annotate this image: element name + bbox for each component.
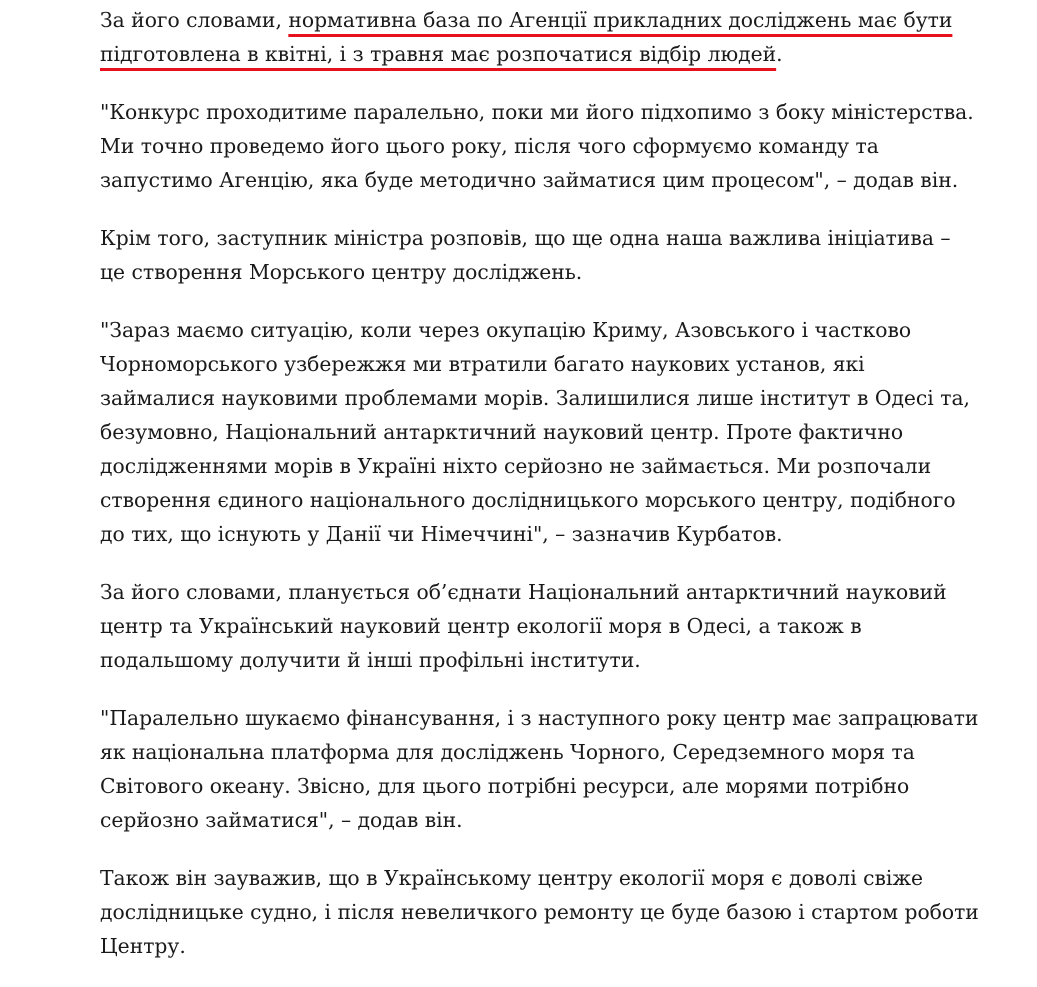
paragraph-quote-funding: "Паралельно шукаємо фінансування, і з наступного року центр має запрацювати як національна платформа для досліджень Чорного, Середземного моря та Світового океану. Звісно, для цього потрібні ресурси, але морями потрібно серйозно займатися", – додав він. (100, 706, 979, 832)
paragraph-quote-occupation: "Зараз маємо ситуацію, коли через окупацію Криму, Азовського і частково Чорноморського узбережжя ми втратили багато наукових установ, які займалися науковими проблемами морів. Залишилися лише інститут в Одесі та, безумовно, Національний антарктичний науковий центр. Проте фактично дослідженнями морів в Україні ніхто серйозно не займається. Ми розпочали створення єдиного національного дослідницького морського центру, подібного до тих, що існують у Данії чи Німеччині", – зазначив Курбатов. (100, 318, 970, 546)
paragraph-tail: . (776, 42, 783, 66)
paragraph-agency-timeline (100, 3, 980, 71)
paragraph-merger-plan: За його словами, планується об’єднати Національний антарктичний науковий центр та Український науковий центр екології моря в Одесі, а також в подальшому долучити й інші профільні інститути. (100, 580, 947, 672)
article-body (100, 0, 980, 987)
highlighted-text: нормативна база по Агенції прикладних досліджень має бути підготовлена в квітні, і з травня має розпочатися відбір людей (100, 8, 953, 66)
paragraph-lead: За його словами, (100, 8, 289, 32)
paragraph-quote-competition: "Конкурс проходитиме паралельно, поки ми його підхопимо з боку міністерства. Ми точно проведемо його цього року, після чого сформуємо команду та запустимо Агенцію, яка буде методично займатися цим процесом", – додав він. (100, 100, 974, 192)
paragraph-research-vessel: Також він зауважив, що в Українському центру екології моря є доволі свіже дослідницьке судно, і після невеличкого ремонту це буде базою і стартом роботи Центру. (100, 866, 979, 958)
paragraph-marine-center-intro: Крім того, заступник міністра розповів, що ще одна наша важлива ініціатива – це створення Морського центру досліджень. (100, 226, 951, 284)
